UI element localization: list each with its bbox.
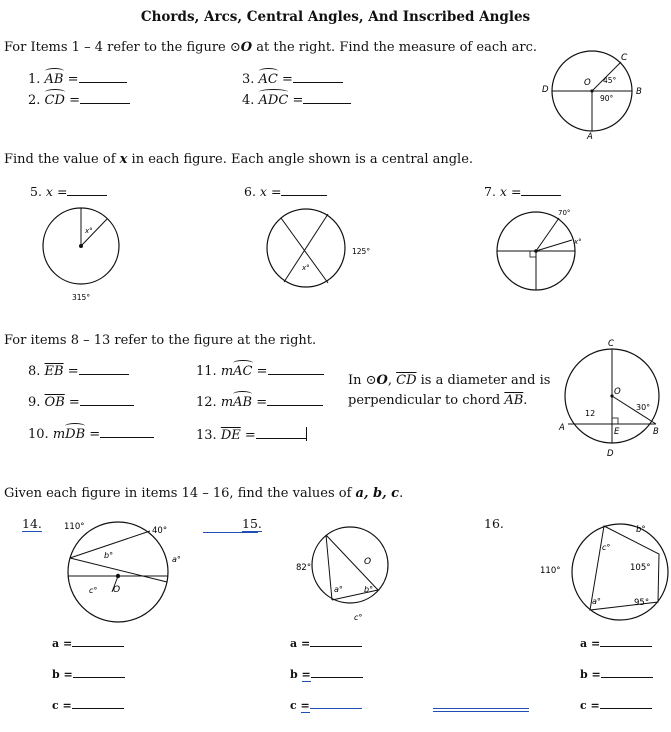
- label-b: b°: [104, 551, 114, 560]
- figure-item-7: [492, 204, 602, 304]
- label-b: B: [653, 427, 659, 437]
- label-c: c°: [89, 586, 98, 595]
- section3-note: [348, 371, 550, 411]
- measure-prefix: m: [52, 427, 66, 442]
- item-10: [28, 427, 154, 442]
- label-110: 110°: [540, 566, 561, 576]
- instruction-text: For Items 1 – 4 refer to the figure: [4, 40, 230, 55]
- item-number: 15.: [242, 516, 262, 531]
- figure-item-5: [34, 204, 144, 314]
- item-number: 9.: [28, 395, 41, 410]
- label-c: c°: [602, 543, 611, 552]
- item-3: [242, 72, 343, 87]
- equals-sign: =: [256, 364, 268, 379]
- answer-blank[interactable]: [293, 72, 343, 83]
- center-point: [116, 574, 120, 578]
- answer-blank[interactable]: [256, 428, 306, 439]
- label-c: C: [621, 53, 628, 63]
- equals-sign: =: [292, 93, 304, 108]
- item-label: x =: [259, 184, 282, 199]
- figure-circle-o-items-1-4: [540, 48, 660, 148]
- measure-prefix: m: [220, 364, 234, 379]
- circle-name: O: [240, 40, 253, 55]
- label-45: 45°: [603, 76, 617, 85]
- equals-sign: =: [282, 72, 293, 87]
- note-text: ,: [387, 373, 397, 388]
- item-15-16-link-underline: [433, 708, 529, 709]
- arc-name: ADC: [258, 93, 289, 108]
- answer-blank[interactable]: [72, 636, 124, 647]
- label-o: O: [113, 585, 121, 595]
- label-90: 90°: [600, 94, 614, 103]
- answer-blank[interactable]: [79, 72, 127, 83]
- answer-label: b =: [52, 668, 73, 681]
- answer-blank[interactable]: [521, 185, 561, 196]
- instruction-text: at the right. Find the measure of each arc.: [252, 40, 537, 55]
- equals-sign: =: [244, 428, 256, 443]
- equals-sign: =: [69, 93, 80, 108]
- right-angle-mark: [612, 418, 618, 424]
- answer-blank[interactable]: [281, 185, 327, 196]
- equals-sign: =: [68, 395, 80, 410]
- segment-name: $\overline{AB}$: [504, 393, 524, 408]
- instruction-text: in each figure. Each angle shown is a central angle.: [127, 152, 474, 167]
- instruction-text: Given each figure in items 14 – 16, find the values of: [4, 486, 356, 501]
- label-a: a°: [172, 555, 181, 564]
- label-b: B: [636, 87, 642, 97]
- center-point: [534, 249, 538, 253]
- answer-blank[interactable]: [73, 667, 125, 678]
- item-9: [28, 395, 134, 410]
- item-13: [196, 427, 307, 443]
- item-number: 6.: [244, 184, 256, 199]
- equals-sign: =: [89, 427, 101, 442]
- label-a: a°: [592, 597, 601, 606]
- radius-upper: [536, 218, 559, 251]
- answer-label: a =: [290, 637, 311, 650]
- label-x: x°: [302, 264, 310, 272]
- item-number: 1.: [28, 72, 41, 87]
- measure-prefix: m: [220, 395, 234, 410]
- circle-name: O: [376, 373, 388, 388]
- item-number: 7.: [484, 184, 496, 199]
- label-o: O: [614, 387, 621, 397]
- item-15-answer-b: b =: [290, 667, 363, 681]
- item-number: 2.: [28, 93, 41, 108]
- label-70: 70°: [558, 209, 571, 217]
- answer-blank[interactable]: [72, 698, 124, 709]
- item-number: 5.: [30, 184, 42, 199]
- item-5: [30, 184, 107, 199]
- circle-symbol: ⊙: [365, 373, 377, 388]
- segment-name: $\overline{OB}$: [44, 395, 65, 410]
- label-b: b°: [364, 585, 374, 594]
- answer-blank[interactable]: [79, 364, 129, 375]
- item-1: [28, 72, 127, 87]
- label-82: 82°: [296, 563, 312, 573]
- equals-sign: =: [300, 699, 310, 712]
- answer-label: b =: [580, 668, 601, 681]
- item-6: [244, 184, 327, 199]
- item-7: [484, 184, 561, 199]
- text-cursor: [306, 427, 307, 441]
- label-110: 110°: [64, 522, 85, 532]
- instruction-text: .: [399, 486, 404, 501]
- figure-item-16: [534, 520, 671, 630]
- page-title: Chords, Arcs, Central Angles, And Inscribed Angles: [140, 9, 531, 25]
- center-point: [590, 89, 593, 92]
- label-o: O: [364, 557, 372, 567]
- label-125: 125°: [352, 247, 371, 256]
- item-14-number: [22, 516, 42, 531]
- item-14-answer-c: [52, 698, 124, 712]
- label-d: D: [542, 85, 549, 95]
- label-95: 95°: [634, 598, 650, 608]
- item-14-answer-a: [52, 636, 124, 650]
- note-text: .: [523, 393, 528, 408]
- label-x: x°: [85, 227, 93, 235]
- note-text: is a diameter and is: [416, 373, 551, 388]
- item-15-16-link-underline-2: [433, 711, 529, 712]
- answer-blank[interactable]: [303, 93, 351, 104]
- label-a: A: [587, 132, 593, 142]
- equals-sign: =: [67, 72, 79, 87]
- answer-blank[interactable]: [600, 698, 652, 709]
- label-a: A: [559, 423, 565, 433]
- item-16-answer-b: [580, 667, 653, 681]
- circle: [572, 524, 668, 620]
- answer-blank[interactable]: [310, 636, 362, 647]
- answer-blank[interactable]: [67, 185, 107, 196]
- item-number: 4.: [242, 93, 255, 108]
- item-16-number: [484, 516, 504, 531]
- equals-sign: =: [67, 364, 79, 379]
- item-15-answer-c: c =: [290, 698, 362, 712]
- answer-blank[interactable]: [267, 395, 323, 406]
- equals-sign: =: [256, 395, 268, 410]
- label-12: 12: [585, 409, 596, 418]
- item-number: 12.: [196, 395, 217, 410]
- label-b: b°: [636, 525, 646, 535]
- arc-name: CD: [44, 93, 65, 108]
- answer-blank[interactable]: [100, 427, 154, 438]
- circle-symbol: ⊙: [229, 40, 241, 55]
- instruction-text: Find the value of: [4, 152, 120, 167]
- section2-instruction: [4, 152, 473, 167]
- label-315: 315°: [72, 293, 91, 302]
- equals-sign: =: [301, 668, 311, 681]
- label-105: 105°: [630, 563, 651, 573]
- item-16-answer-a: [580, 636, 652, 650]
- item-16-answer-c: [580, 698, 652, 712]
- note-text: perpendicular to chord: [348, 393, 505, 408]
- variable-x: x: [119, 152, 128, 167]
- section4-instruction: [4, 486, 403, 501]
- figure-item-14: [40, 516, 210, 616]
- note-text: In: [348, 373, 366, 388]
- label-d: D: [607, 449, 614, 459]
- answer-label: a =: [580, 637, 601, 650]
- segment-name: $\overline{CD}$: [396, 373, 417, 388]
- segment-name: $\overline{DE}$: [220, 428, 241, 443]
- label-40: 40°: [152, 526, 168, 536]
- answer-blank[interactable]: [268, 364, 324, 375]
- item-number: 14.: [22, 516, 42, 531]
- chord-middle: [70, 558, 167, 582]
- section1-instruction: [4, 40, 537, 55]
- answer-label: a =: [52, 637, 73, 650]
- item-12: [196, 395, 323, 410]
- section3-instruction: For items 8 – 13 refer to the figure at the right.: [4, 333, 317, 348]
- item-4: [242, 93, 351, 108]
- label-a: a°: [334, 585, 343, 594]
- radius-right: [536, 240, 572, 251]
- arc-name: AC: [233, 364, 253, 379]
- circle: [68, 522, 168, 622]
- item-number: 8.: [28, 364, 41, 379]
- item-number: 13.: [196, 428, 217, 443]
- answer-blank[interactable]: [80, 395, 134, 406]
- arc-name: AB: [44, 72, 64, 87]
- figure-item-6: [260, 204, 370, 304]
- item-number: 10.: [28, 427, 49, 442]
- arc-name: AC: [258, 72, 278, 87]
- answer-blank[interactable]: [600, 636, 652, 647]
- arc-name: DB: [65, 427, 86, 442]
- item-14-15-link-underline: [203, 532, 258, 533]
- item-14-answer-b: [52, 667, 125, 681]
- figure-items-8-13: [556, 336, 666, 466]
- figure-item-15: [290, 520, 420, 630]
- label-x: x°: [574, 238, 582, 246]
- label-e: E: [614, 427, 620, 437]
- segment-name: $\overline{EB}$: [44, 364, 64, 379]
- answer-blank[interactable]: [310, 698, 362, 709]
- answer-label: c =: [52, 699, 72, 712]
- answer-label: c =: [580, 699, 600, 712]
- chord-left: [326, 535, 332, 600]
- answer-blank[interactable]: [311, 667, 363, 678]
- label-30: 30°: [636, 403, 651, 412]
- item-11: [196, 364, 324, 379]
- item-number: 16.: [484, 516, 504, 531]
- item-label: x =: [499, 184, 522, 199]
- variables: a, b, c: [355, 486, 400, 501]
- label-o: O: [584, 78, 591, 88]
- label-c: C: [608, 339, 614, 349]
- item-15-answer-a: [290, 636, 362, 650]
- item-2: [28, 93, 130, 108]
- label-c: c°: [354, 613, 363, 622]
- item-number: 3.: [242, 72, 255, 87]
- item-8: [28, 364, 129, 379]
- center-point: [79, 244, 83, 248]
- answer-blank[interactable]: [601, 667, 653, 678]
- item-number: 11.: [196, 364, 217, 379]
- item-label: x =: [45, 184, 68, 199]
- arc-name: AB: [233, 395, 253, 410]
- circle: [312, 527, 388, 603]
- item-15-number: [242, 516, 262, 531]
- answer-blank[interactable]: [80, 93, 130, 104]
